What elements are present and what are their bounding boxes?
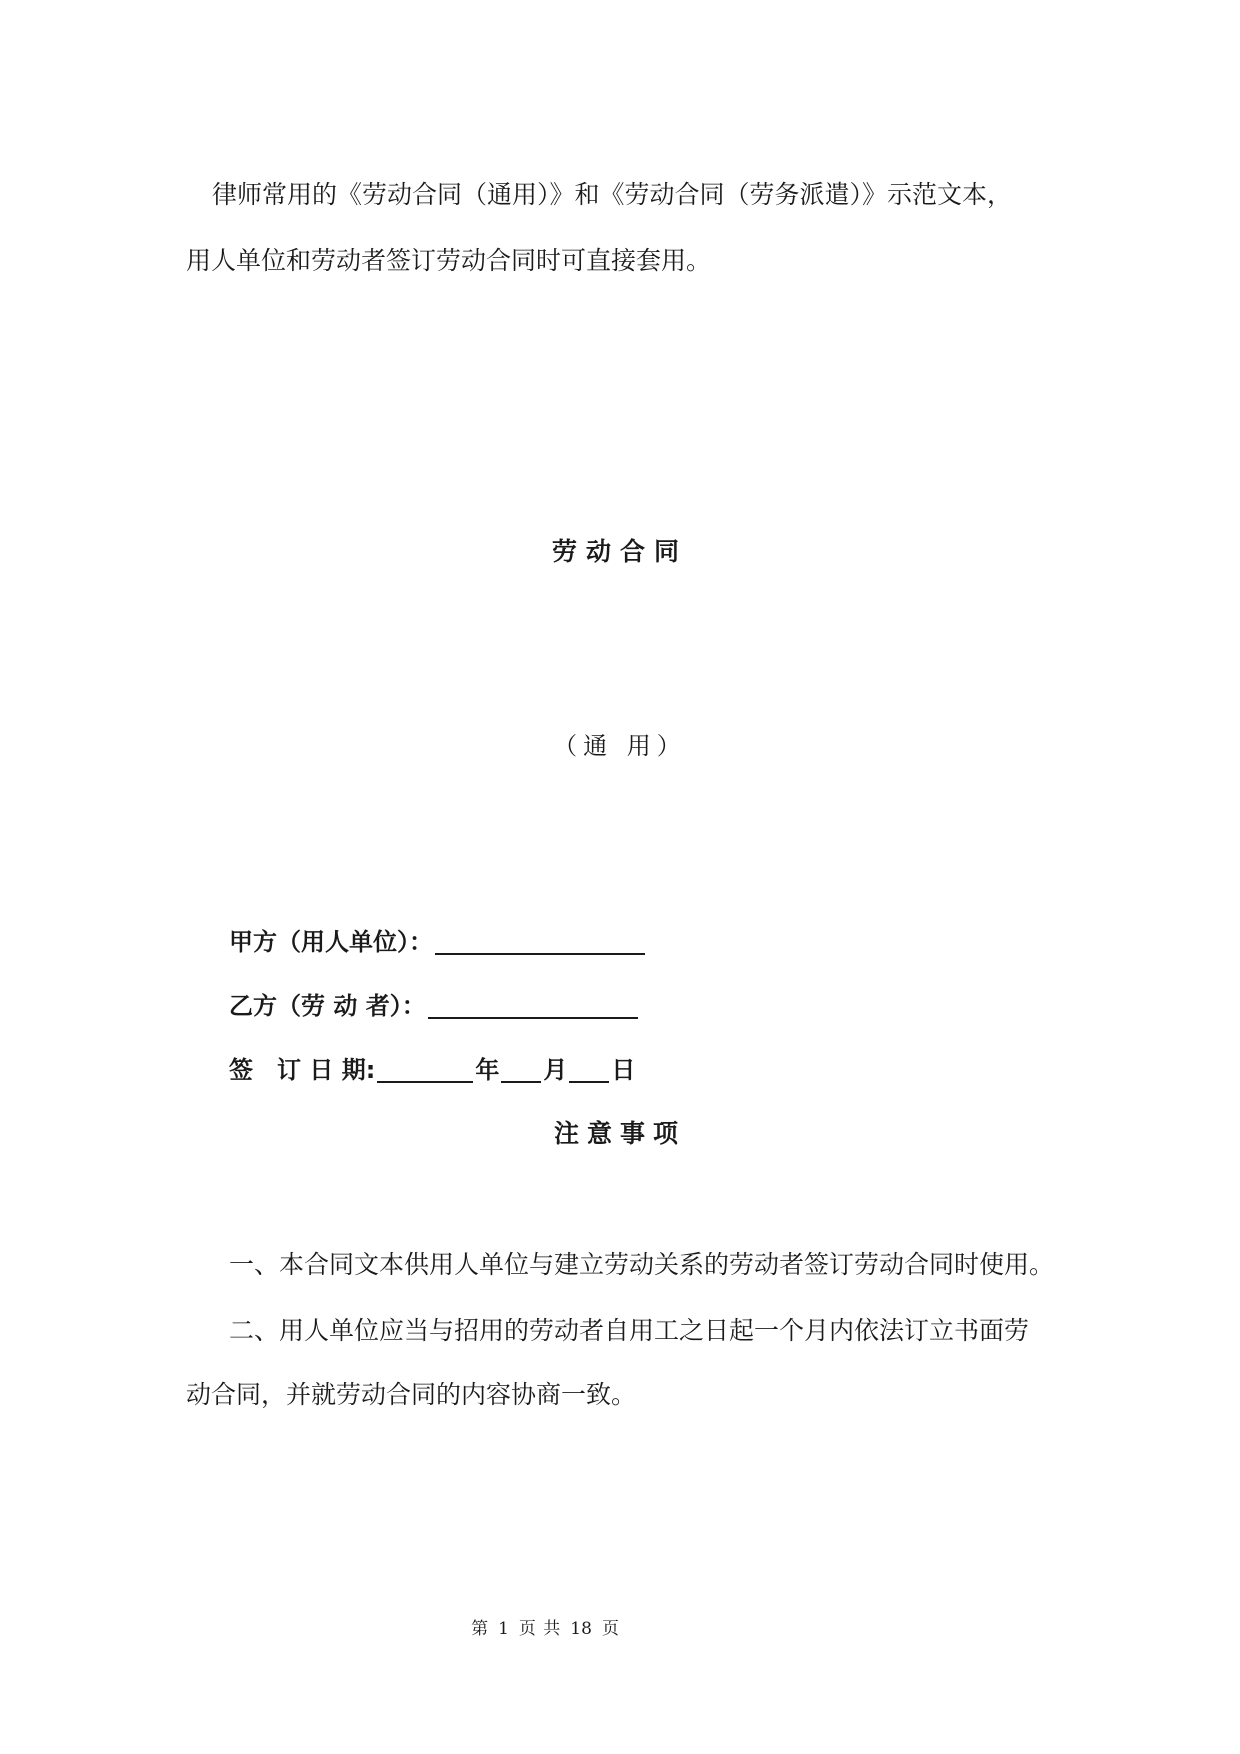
footer-suffix: 页 xyxy=(601,1619,619,1639)
party-a-blank[interactable] xyxy=(435,931,645,955)
document-title: 劳动合同 xyxy=(551,537,688,566)
month-blank[interactable] xyxy=(501,1059,541,1083)
party-b-field xyxy=(229,991,640,1021)
year-blank[interactable] xyxy=(377,1059,473,1083)
sign-date-field xyxy=(229,1055,635,1085)
document-subtitle: （通 用） xyxy=(553,732,687,760)
page-footer xyxy=(0,1618,1090,1640)
intro-line-2: 用人单位和劳动者签订劳动合同时可直接套用。 xyxy=(186,246,712,275)
footer-prefix: 第 xyxy=(471,1619,489,1639)
day-label: 日 xyxy=(611,1056,636,1084)
footer-page-number: 1 xyxy=(498,1619,509,1639)
party-b-blank[interactable] xyxy=(428,995,638,1019)
notice-item-1: 一、本合同文本供用人单位与建立劳动关系的劳动者签订劳动合同时使用。 xyxy=(229,1250,1055,1279)
intro-line-1: 律师常用的《劳动合同（通用）》和《劳动合同（劳务派遣）》示范文本， xyxy=(212,180,1013,209)
day-blank[interactable] xyxy=(569,1059,609,1083)
party-b-label: 乙方（劳 动 者）： xyxy=(229,992,426,1020)
notice-title: 注意事项 xyxy=(553,1119,686,1148)
party-a-field xyxy=(229,927,647,957)
year-label: 年 xyxy=(475,1056,500,1084)
notice-item-2: 二、用人单位应当与招用的劳动者自用工之日起一个月内依法订立书面劳 xyxy=(229,1316,1030,1345)
month-label: 月 xyxy=(543,1056,568,1084)
footer-total-pages: 18 xyxy=(570,1619,592,1639)
party-a-label: 甲方（用人单位）： xyxy=(229,928,433,956)
sign-date-label: 签 订 日 期: xyxy=(229,1056,376,1084)
footer-middle: 页 共 xyxy=(518,1619,561,1639)
notice-item-2-continued: 动合同，并就劳动合同的内容协商一致。 xyxy=(186,1380,637,1409)
